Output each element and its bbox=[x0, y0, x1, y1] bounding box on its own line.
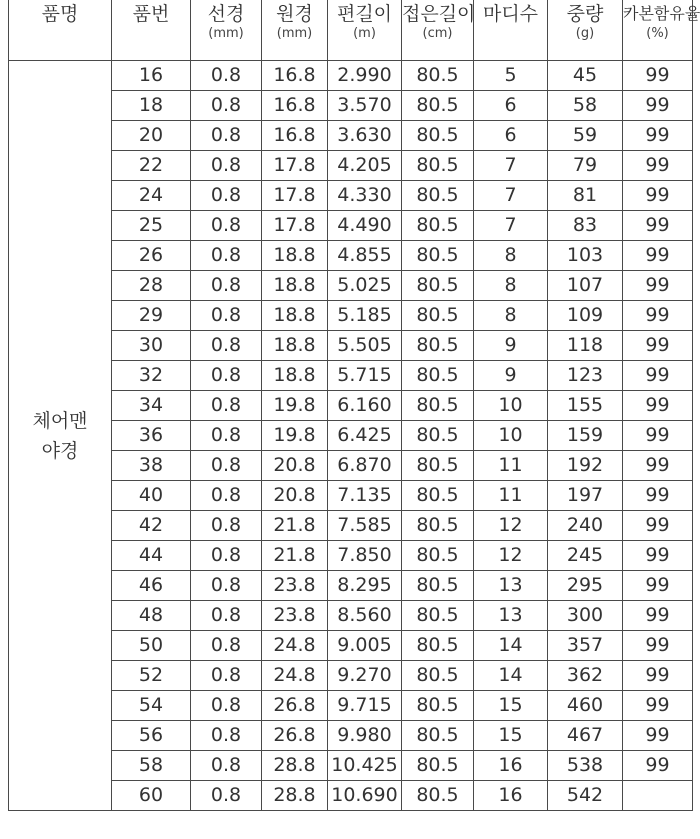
cell-extended-length: 5.025 bbox=[328, 271, 402, 301]
cell-product-number: 44 bbox=[112, 541, 191, 571]
table-row bbox=[9, 181, 693, 211]
cell-carbon-content: 99 bbox=[623, 601, 693, 631]
table-row bbox=[9, 211, 693, 241]
cell-base-diameter: 17.8 bbox=[262, 211, 328, 241]
cell-sections: 8 bbox=[474, 301, 548, 331]
table-row bbox=[9, 571, 693, 601]
header-product-number: 품번 bbox=[112, 0, 191, 61]
table-row bbox=[9, 721, 693, 751]
cell-carbon-content: 99 bbox=[623, 751, 693, 781]
cell-line-diameter: 0.8 bbox=[191, 301, 262, 331]
cell-line-diameter: 0.8 bbox=[191, 91, 262, 121]
cell-weight: 240 bbox=[548, 511, 623, 541]
cell-line-diameter: 0.8 bbox=[191, 421, 262, 451]
cell-line-diameter: 0.8 bbox=[191, 751, 262, 781]
header-weight: 중량 (g) bbox=[548, 0, 623, 61]
cell-carbon-content: 99 bbox=[623, 121, 693, 151]
cell-carbon-content: 99 bbox=[623, 691, 693, 721]
cell-product-number: 25 bbox=[112, 211, 191, 241]
cell-extended-length: 7.585 bbox=[328, 511, 402, 541]
cell-sections: 12 bbox=[474, 541, 548, 571]
cell-folded-length: 80.5 bbox=[402, 301, 474, 331]
cell-product-number: 42 bbox=[112, 511, 191, 541]
cell-line-diameter: 0.8 bbox=[191, 181, 262, 211]
cell-folded-length: 80.5 bbox=[402, 391, 474, 421]
cell-product-number: 36 bbox=[112, 421, 191, 451]
cell-folded-length: 80.5 bbox=[402, 361, 474, 391]
cell-line-diameter: 0.8 bbox=[191, 361, 262, 391]
cell-sections: 13 bbox=[474, 601, 548, 631]
cell-product-number: 32 bbox=[112, 361, 191, 391]
cell-line-diameter: 0.8 bbox=[191, 451, 262, 481]
cell-product-number: 16 bbox=[112, 61, 191, 91]
cell-weight: 300 bbox=[548, 601, 623, 631]
cell-base-diameter: 26.8 bbox=[262, 721, 328, 751]
cell-base-diameter: 20.8 bbox=[262, 481, 328, 511]
cell-folded-length: 80.5 bbox=[402, 151, 474, 181]
cell-line-diameter: 0.8 bbox=[191, 151, 262, 181]
cell-carbon-content: 99 bbox=[623, 151, 693, 181]
cell-carbon-content: 99 bbox=[623, 361, 693, 391]
cell-weight: 155 bbox=[548, 391, 623, 421]
cell-carbon-content: 99 bbox=[623, 661, 693, 691]
cell-base-diameter: 17.8 bbox=[262, 181, 328, 211]
cell-line-diameter: 0.8 bbox=[191, 241, 262, 271]
cell-sections: 14 bbox=[474, 631, 548, 661]
cell-sections: 13 bbox=[474, 571, 548, 601]
table-row bbox=[9, 691, 693, 721]
cell-sections: 16 bbox=[474, 751, 548, 781]
cell-weight: 58 bbox=[548, 91, 623, 121]
cell-sections: 11 bbox=[474, 451, 548, 481]
cell-sections: 15 bbox=[474, 721, 548, 751]
cell-weight: 107 bbox=[548, 271, 623, 301]
cell-line-diameter: 0.8 bbox=[191, 391, 262, 421]
cell-folded-length: 80.5 bbox=[402, 571, 474, 601]
cell-extended-length: 9.715 bbox=[328, 691, 402, 721]
cell-carbon-content: 99 bbox=[623, 541, 693, 571]
cell-extended-length: 7.850 bbox=[328, 541, 402, 571]
cell-base-diameter: 18.8 bbox=[262, 301, 328, 331]
header-carbon-content: 카본함유율 (%) bbox=[623, 0, 693, 61]
cell-product-number: 54 bbox=[112, 691, 191, 721]
cell-product-number: 58 bbox=[112, 751, 191, 781]
cell-carbon-content: 99 bbox=[623, 181, 693, 211]
cell-sections: 9 bbox=[474, 361, 548, 391]
cell-weight: 45 bbox=[548, 61, 623, 91]
cell-base-diameter: 18.8 bbox=[262, 271, 328, 301]
cell-line-diameter: 0.8 bbox=[191, 781, 262, 811]
cell-sections: 14 bbox=[474, 661, 548, 691]
table-row bbox=[9, 121, 693, 151]
cell-weight: 159 bbox=[548, 421, 623, 451]
cell-sections: 15 bbox=[474, 691, 548, 721]
table-row bbox=[9, 91, 693, 121]
cell-base-diameter: 16.8 bbox=[262, 61, 328, 91]
cell-folded-length: 80.5 bbox=[402, 661, 474, 691]
table-row bbox=[9, 301, 693, 331]
cell-product-number: 38 bbox=[112, 451, 191, 481]
cell-product-number: 48 bbox=[112, 601, 191, 631]
cell-carbon-content: 99 bbox=[623, 91, 693, 121]
cell-line-diameter: 0.8 bbox=[191, 661, 262, 691]
cell-weight: 295 bbox=[548, 571, 623, 601]
cell-extended-length: 3.630 bbox=[328, 121, 402, 151]
cell-folded-length: 80.5 bbox=[402, 271, 474, 301]
cell-folded-length: 80.5 bbox=[402, 421, 474, 451]
cell-folded-length: 80.5 bbox=[402, 781, 474, 811]
cell-product-number: 52 bbox=[112, 661, 191, 691]
table-row bbox=[9, 751, 693, 781]
table-row bbox=[9, 271, 693, 301]
cell-folded-length: 80.5 bbox=[402, 541, 474, 571]
table-row bbox=[9, 511, 693, 541]
cell-product-number: 50 bbox=[112, 631, 191, 661]
table-row bbox=[9, 361, 693, 391]
table-row bbox=[9, 151, 693, 181]
cell-weight: 467 bbox=[548, 721, 623, 751]
table-row bbox=[9, 601, 693, 631]
cell-carbon-content: 99 bbox=[623, 241, 693, 271]
cell-carbon-content: 99 bbox=[623, 391, 693, 421]
cell-folded-length: 80.5 bbox=[402, 211, 474, 241]
cell-extended-length: 7.135 bbox=[328, 481, 402, 511]
cell-extended-length: 6.870 bbox=[328, 451, 402, 481]
header-folded-length: 접은길이 (cm) bbox=[402, 0, 474, 61]
cell-folded-length: 80.5 bbox=[402, 601, 474, 631]
cell-weight: 357 bbox=[548, 631, 623, 661]
cell-folded-length: 80.5 bbox=[402, 241, 474, 271]
cell-weight: 59 bbox=[548, 121, 623, 151]
cell-sections: 6 bbox=[474, 91, 548, 121]
cell-sections: 10 bbox=[474, 421, 548, 451]
cell-extended-length: 5.505 bbox=[328, 331, 402, 361]
table-row bbox=[9, 391, 693, 421]
cell-base-diameter: 17.8 bbox=[262, 151, 328, 181]
cell-product-number: 56 bbox=[112, 721, 191, 751]
cell-folded-length: 80.5 bbox=[402, 61, 474, 91]
cell-folded-length: 80.5 bbox=[402, 511, 474, 541]
cell-line-diameter: 0.8 bbox=[191, 121, 262, 151]
cell-sections: 5 bbox=[474, 61, 548, 91]
cell-folded-length: 80.5 bbox=[402, 721, 474, 751]
table-row bbox=[9, 661, 693, 691]
header-sections: 마디수 bbox=[474, 0, 548, 61]
cell-carbon-content: 99 bbox=[623, 511, 693, 541]
cell-weight: 109 bbox=[548, 301, 623, 331]
cell-line-diameter: 0.8 bbox=[191, 571, 262, 601]
header-base-diameter: 원경 (mm) bbox=[262, 0, 328, 61]
cell-extended-length: 9.270 bbox=[328, 661, 402, 691]
cell-base-diameter: 23.8 bbox=[262, 571, 328, 601]
cell-weight: 197 bbox=[548, 481, 623, 511]
cell-base-diameter: 26.8 bbox=[262, 691, 328, 721]
cell-extended-length: 4.205 bbox=[328, 151, 402, 181]
header-row bbox=[9, 0, 693, 61]
cell-carbon-content bbox=[623, 781, 693, 811]
cell-carbon-content: 99 bbox=[623, 481, 693, 511]
cell-product-number: 46 bbox=[112, 571, 191, 601]
cell-line-diameter: 0.8 bbox=[191, 61, 262, 91]
cell-extended-length: 5.715 bbox=[328, 361, 402, 391]
table-row bbox=[9, 481, 693, 511]
cell-product-number: 22 bbox=[112, 151, 191, 181]
cell-base-diameter: 16.8 bbox=[262, 91, 328, 121]
cell-carbon-content: 99 bbox=[623, 451, 693, 481]
cell-product-number: 40 bbox=[112, 481, 191, 511]
cell-carbon-content: 99 bbox=[623, 421, 693, 451]
cell-line-diameter: 0.8 bbox=[191, 271, 262, 301]
cell-sections: 10 bbox=[474, 391, 548, 421]
cell-extended-length: 8.295 bbox=[328, 571, 402, 601]
cell-product-number: 20 bbox=[112, 121, 191, 151]
table-row bbox=[9, 241, 693, 271]
cell-line-diameter: 0.8 bbox=[191, 691, 262, 721]
table-row bbox=[9, 61, 693, 91]
cell-base-diameter: 28.8 bbox=[262, 751, 328, 781]
cell-base-diameter: 23.8 bbox=[262, 601, 328, 631]
cell-product-number: 24 bbox=[112, 181, 191, 211]
cell-base-diameter: 18.8 bbox=[262, 241, 328, 271]
cell-extended-length: 2.990 bbox=[328, 61, 402, 91]
spec-table bbox=[8, 0, 700, 811]
cell-folded-length: 80.5 bbox=[402, 181, 474, 211]
cell-extended-length: 4.330 bbox=[328, 181, 402, 211]
cell-product-number: 30 bbox=[112, 331, 191, 361]
table-row bbox=[9, 541, 693, 571]
cell-carbon-content: 99 bbox=[623, 721, 693, 751]
cell-extended-length: 4.490 bbox=[328, 211, 402, 241]
cell-extended-length: 10.690 bbox=[328, 781, 402, 811]
header-product-name: 품명 bbox=[9, 0, 112, 61]
cell-sections: 11 bbox=[474, 481, 548, 511]
cell-folded-length: 80.5 bbox=[402, 121, 474, 151]
cell-base-diameter: 19.8 bbox=[262, 421, 328, 451]
cell-base-diameter: 21.8 bbox=[262, 511, 328, 541]
cell-sections: 8 bbox=[474, 271, 548, 301]
cell-carbon-content: 99 bbox=[623, 571, 693, 601]
cell-sections: 12 bbox=[474, 511, 548, 541]
cell-extended-length: 5.185 bbox=[328, 301, 402, 331]
cell-folded-length: 80.5 bbox=[402, 631, 474, 661]
cell-product-number: 60 bbox=[112, 781, 191, 811]
product-name-cell bbox=[9, 61, 112, 811]
cell-sections: 7 bbox=[474, 211, 548, 241]
cell-sections: 8 bbox=[474, 241, 548, 271]
cell-weight: 542 bbox=[548, 781, 623, 811]
cell-weight: 81 bbox=[548, 181, 623, 211]
cell-line-diameter: 0.8 bbox=[191, 631, 262, 661]
table-row bbox=[9, 451, 693, 481]
table-row bbox=[9, 421, 693, 451]
cell-carbon-content: 99 bbox=[623, 631, 693, 661]
cell-extended-length: 9.005 bbox=[328, 631, 402, 661]
table-row bbox=[9, 781, 693, 811]
cell-extended-length: 9.980 bbox=[328, 721, 402, 751]
cell-extended-length: 3.570 bbox=[328, 91, 402, 121]
cell-weight: 245 bbox=[548, 541, 623, 571]
cell-weight: 103 bbox=[548, 241, 623, 271]
cell-weight: 192 bbox=[548, 451, 623, 481]
cell-folded-length: 80.5 bbox=[402, 451, 474, 481]
cell-base-diameter: 21.8 bbox=[262, 541, 328, 571]
cell-line-diameter: 0.8 bbox=[191, 511, 262, 541]
cell-sections: 9 bbox=[474, 331, 548, 361]
cell-weight: 123 bbox=[548, 361, 623, 391]
cell-folded-length: 80.5 bbox=[402, 691, 474, 721]
cell-base-diameter: 16.8 bbox=[262, 121, 328, 151]
cell-line-diameter: 0.8 bbox=[191, 331, 262, 361]
cell-base-diameter: 20.8 bbox=[262, 451, 328, 481]
cell-carbon-content: 99 bbox=[623, 271, 693, 301]
cell-weight: 538 bbox=[548, 751, 623, 781]
cell-folded-length: 80.5 bbox=[402, 481, 474, 511]
cell-weight: 362 bbox=[548, 661, 623, 691]
cell-sections: 6 bbox=[474, 121, 548, 151]
cell-base-diameter: 24.8 bbox=[262, 661, 328, 691]
cell-carbon-content: 99 bbox=[623, 211, 693, 241]
cell-extended-length: 8.560 bbox=[328, 601, 402, 631]
cell-base-diameter: 18.8 bbox=[262, 331, 328, 361]
cell-base-diameter: 28.8 bbox=[262, 781, 328, 811]
cell-weight: 118 bbox=[548, 331, 623, 361]
header-line-diameter: 선경 (mm) bbox=[191, 0, 262, 61]
header-extended-length: 편길이 (m) bbox=[328, 0, 402, 61]
cell-line-diameter: 0.8 bbox=[191, 211, 262, 241]
cell-product-number: 18 bbox=[112, 91, 191, 121]
cell-carbon-content: 99 bbox=[623, 331, 693, 361]
cell-extended-length: 6.160 bbox=[328, 391, 402, 421]
cell-extended-length: 10.425 bbox=[328, 751, 402, 781]
cell-base-diameter: 18.8 bbox=[262, 361, 328, 391]
cell-folded-length: 80.5 bbox=[402, 91, 474, 121]
cell-weight: 79 bbox=[548, 151, 623, 181]
cell-line-diameter: 0.8 bbox=[191, 481, 262, 511]
cell-carbon-content: 99 bbox=[623, 301, 693, 331]
cell-line-diameter: 0.8 bbox=[191, 601, 262, 631]
cell-extended-length: 6.425 bbox=[328, 421, 402, 451]
cell-sections: 7 bbox=[474, 181, 548, 211]
cell-product-number: 29 bbox=[112, 301, 191, 331]
product-name-line2: 야경 bbox=[41, 439, 79, 462]
cell-base-diameter: 19.8 bbox=[262, 391, 328, 421]
cell-product-number: 28 bbox=[112, 271, 191, 301]
cell-product-number: 26 bbox=[112, 241, 191, 271]
cell-folded-length: 80.5 bbox=[402, 331, 474, 361]
cell-sections: 16 bbox=[474, 781, 548, 811]
cell-extended-length: 4.855 bbox=[328, 241, 402, 271]
cell-carbon-content: 99 bbox=[623, 61, 693, 91]
cell-weight: 460 bbox=[548, 691, 623, 721]
cell-sections: 7 bbox=[474, 151, 548, 181]
cell-weight: 83 bbox=[548, 211, 623, 241]
cell-product-number: 34 bbox=[112, 391, 191, 421]
table-row bbox=[9, 331, 693, 361]
cell-line-diameter: 0.8 bbox=[191, 721, 262, 751]
cell-folded-length: 80.5 bbox=[402, 751, 474, 781]
cell-base-diameter: 24.8 bbox=[262, 631, 328, 661]
table-row bbox=[9, 631, 693, 661]
product-name-line1: 체어맨 bbox=[32, 409, 88, 432]
cell-line-diameter: 0.8 bbox=[191, 541, 262, 571]
